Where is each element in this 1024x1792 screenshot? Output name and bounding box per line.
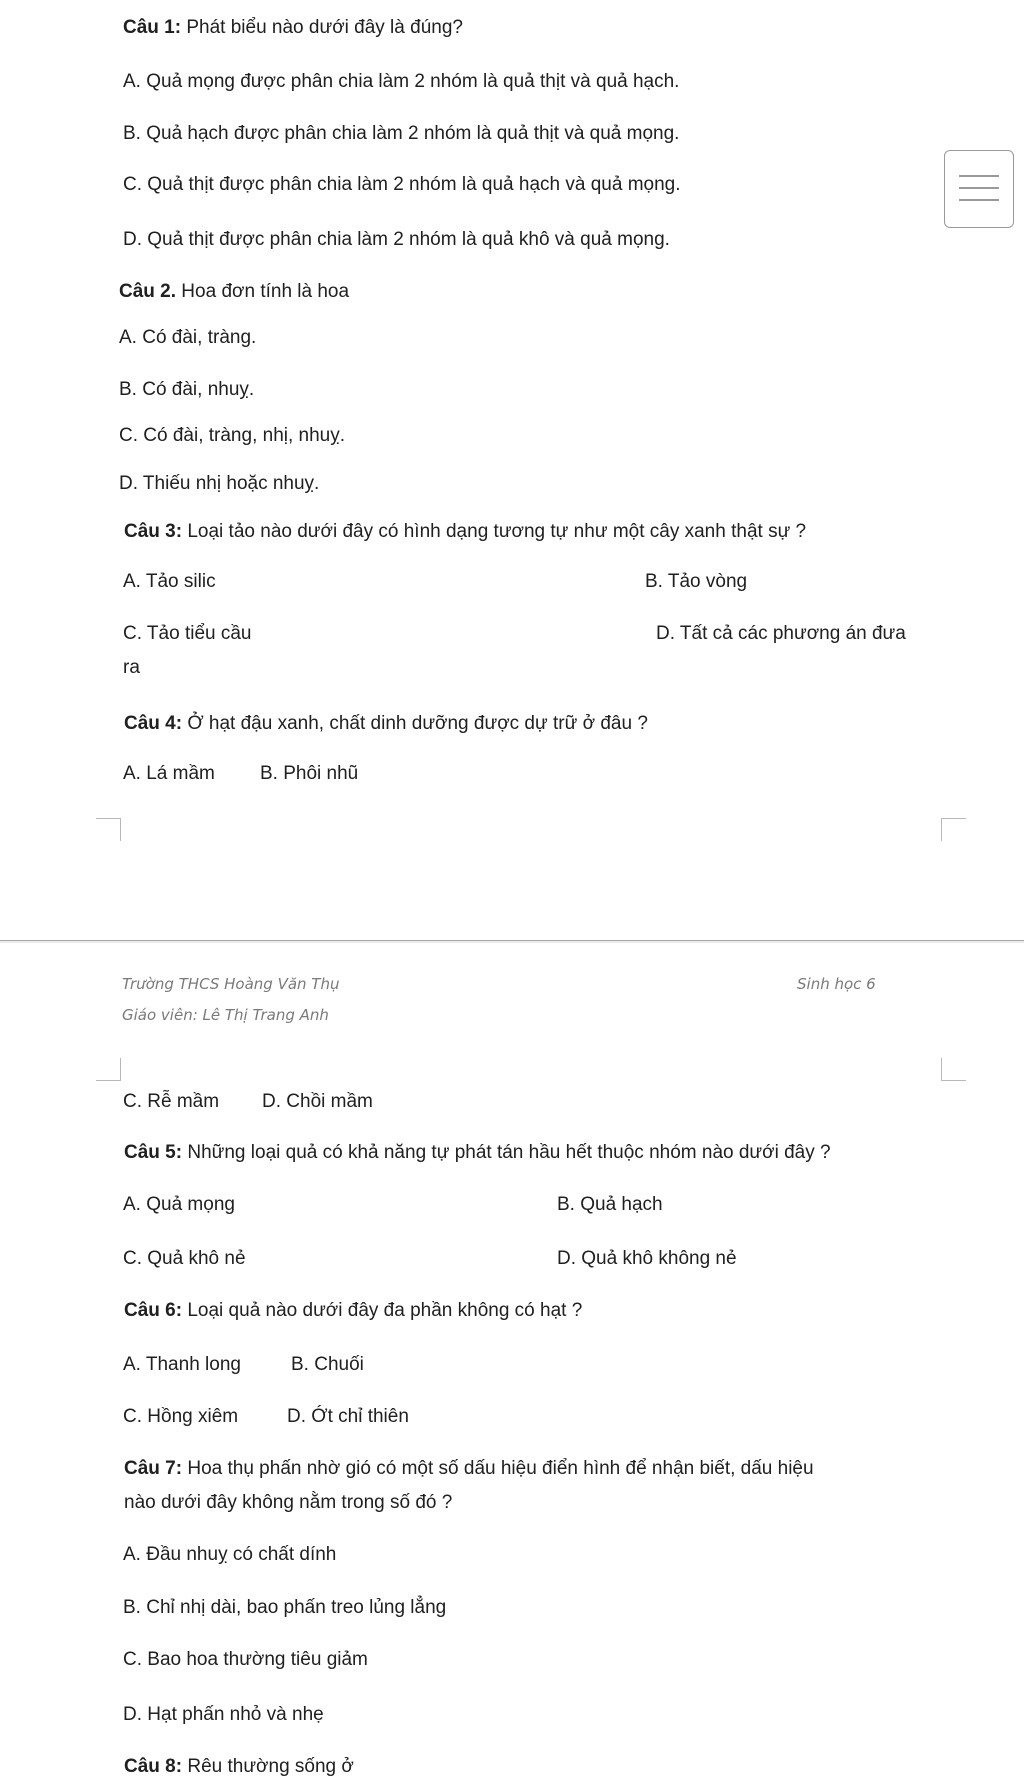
question-8: Câu 8: Rêu thường sống ở — [124, 1756, 354, 1777]
q2-option-a: A. Có đài, tràng. — [119, 327, 257, 348]
question-6: Câu 6: Loại quả nào dưới đây đa phần không có hạt ? — [124, 1300, 583, 1321]
page-corner-mark — [941, 818, 966, 841]
q6-option-b: B. Chuối — [291, 1354, 364, 1375]
q3-option-d: D. Tất cả các phương án đưa — [656, 623, 906, 644]
q3-option-b: B. Tảo vòng — [645, 571, 748, 592]
page-corner-mark — [96, 818, 121, 841]
header-teacher: Giáo viên: Lê Thị Trang Anh — [122, 1006, 329, 1024]
q6-option-c: C. Hồng xiêm — [123, 1406, 239, 1427]
hamburger-menu-icon-line — [959, 175, 999, 177]
q5-option-d: D. Quả khô không nẻ — [557, 1248, 737, 1269]
q5-option-c: C. Quả khô nẻ — [123, 1248, 246, 1269]
q6-option-d: D. Ớt chỉ thiên — [287, 1406, 409, 1427]
question-4: Câu 4: Ở hạt đậu xanh, chất dinh dưỡng được dự trữ ở đâu ? — [124, 713, 648, 734]
q7-option-b: B. Chỉ nhị dài, bao phấn treo lủng lẳng — [123, 1597, 447, 1618]
question-1: Câu 1: Phát biểu nào dưới đây là đúng? — [123, 17, 463, 38]
header-school: Trường THCS Hoàng Văn Thụ — [122, 975, 340, 993]
q3-option-a: A. Tảo silic — [123, 571, 216, 592]
q4-option-c: C. Rễ mầm — [123, 1091, 220, 1112]
header-subject: Sinh học 6 — [797, 975, 876, 993]
question-7-continued: nào dưới đây không nằm trong số đó ? — [124, 1492, 453, 1513]
q4-option-a: A. Lá mầm — [123, 763, 215, 784]
q7-option-c: C. Bao hoa thường tiêu giảm — [123, 1649, 368, 1670]
question-3: Câu 3: Loại tảo nào dưới đây có hình dạng tương tự như một cây xanh thật sự ? — [124, 521, 807, 542]
question-7: Câu 7: Hoa thụ phấn nhờ gió có một số dấu hiệu điển hình để nhận biết, dấu hiệu — [124, 1458, 814, 1479]
q4-option-b: B. Phôi nhũ — [260, 763, 359, 784]
page-corner-mark — [96, 1058, 121, 1081]
menu-button[interactable] — [944, 150, 1014, 228]
question-2: Câu 2. Hoa đơn tính là hoa — [119, 281, 350, 302]
q3-option-d-wrap: ra — [123, 657, 140, 678]
q1-option-d: D. Quả thịt được phân chia làm 2 nhóm là quả khô và quả mọng. — [123, 229, 670, 250]
q3-option-c: C. Tảo tiểu cầu — [123, 623, 252, 644]
q4-option-d: D. Chồi mầm — [262, 1091, 373, 1112]
q7-option-d: D. Hạt phấn nhỏ và nhẹ — [123, 1704, 324, 1725]
page-break-shadow — [0, 941, 1024, 943]
q5-option-b: B. Quả hạch — [557, 1194, 663, 1215]
hamburger-menu-icon-line — [959, 187, 999, 189]
q2-option-c: C. Có đài, tràng, nhị, nhuỵ. — [119, 425, 346, 446]
q1-option-c: C. Quả thịt được phân chia làm 2 nhóm là quả hạch và quả mọng. — [123, 174, 681, 195]
hamburger-menu-icon-line — [959, 199, 999, 201]
q5-option-a: A. Quả mọng — [123, 1194, 235, 1215]
page-corner-mark — [941, 1058, 966, 1081]
q2-option-b: B. Có đài, nhuỵ. — [119, 379, 255, 400]
q7-option-a: A. Đầu nhuỵ có chất dính — [123, 1544, 337, 1565]
q6-option-a: A. Thanh long — [123, 1354, 241, 1375]
q1-option-a: A. Quả mọng được phân chia làm 2 nhóm là quả thịt và quả hạch. — [123, 71, 680, 92]
q2-option-d: D. Thiếu nhị hoặc nhuỵ. — [119, 473, 320, 494]
question-5: Câu 5: Những loại quả có khả năng tự phát tán hầu hết thuộc nhóm nào dưới đây ? — [124, 1142, 831, 1163]
q1-option-b: B. Quả hạch được phân chia làm 2 nhóm là quả thịt và quả mọng. — [123, 123, 680, 144]
